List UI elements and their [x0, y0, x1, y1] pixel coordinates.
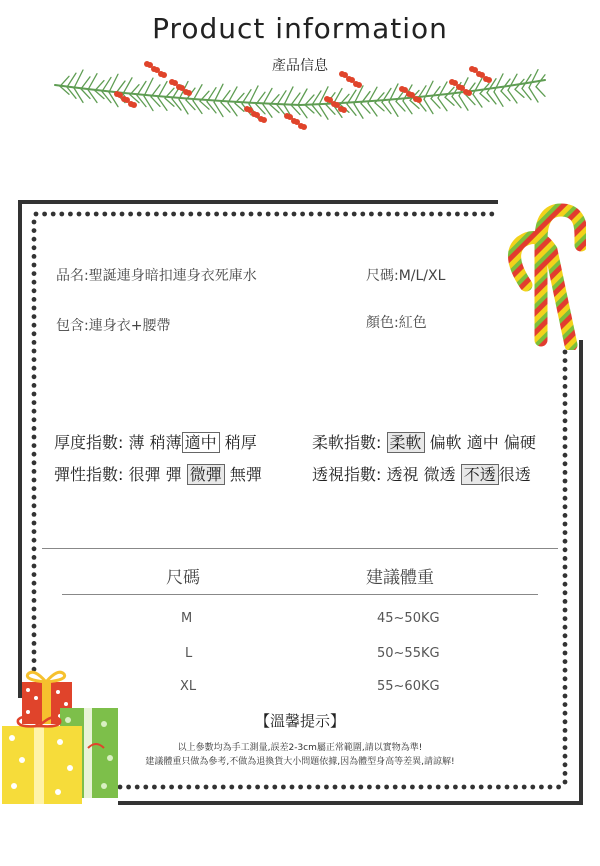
frame-dot	[145, 212, 150, 217]
table-cell-size: XL	[180, 679, 197, 694]
frame-dot	[32, 521, 37, 526]
frame-dot	[505, 785, 510, 790]
frame-dot	[266, 212, 271, 217]
frame-dot	[32, 469, 37, 474]
frame-dot	[472, 212, 477, 217]
frame-dot	[563, 479, 568, 484]
frame-dot	[563, 556, 568, 561]
frame-dot	[42, 212, 47, 217]
frame-dot	[563, 539, 568, 544]
frame-dot	[238, 785, 243, 790]
frame-dot	[163, 212, 168, 217]
softness-option: 偏軟	[429, 433, 462, 452]
frame-dot	[343, 212, 348, 217]
page-title: Product information	[152, 12, 448, 45]
frame-dot	[32, 546, 37, 551]
table-cell-weight: 50~55KG	[377, 646, 440, 661]
frame-dot	[32, 263, 37, 268]
frame-dot	[249, 212, 254, 217]
frame-dot	[419, 785, 424, 790]
frame-dot	[563, 513, 568, 518]
frame-dot	[34, 212, 39, 217]
frame-dot	[120, 212, 125, 217]
frame-dot	[315, 785, 320, 790]
frame-dot	[32, 632, 37, 637]
frame-dot	[563, 384, 568, 389]
frame-dot	[563, 676, 568, 681]
frame-dot	[539, 785, 544, 790]
frame-dot	[178, 785, 183, 790]
frame-dot	[563, 530, 568, 535]
frame-dot	[563, 608, 568, 613]
transparency-index	[312, 462, 531, 485]
frame-dot	[563, 496, 568, 501]
frame-dot	[369, 212, 374, 217]
frame-dot	[68, 212, 73, 217]
table-cell-weight: 45~50KG	[377, 611, 440, 626]
frame-dot	[563, 573, 568, 578]
frame-dot	[247, 785, 252, 790]
frame-dot	[563, 685, 568, 690]
frame-bottom-border	[118, 801, 583, 805]
frame-dot	[563, 436, 568, 441]
frame-dot	[309, 212, 314, 217]
frame-dot	[154, 212, 159, 217]
frame-dot	[32, 237, 37, 242]
frame-dot	[32, 409, 37, 414]
frame-dot	[455, 212, 460, 217]
frame-dot	[395, 212, 400, 217]
frame-dot	[137, 212, 142, 217]
frame-dot	[393, 785, 398, 790]
frame-dot	[214, 212, 219, 217]
frame-dot	[204, 785, 209, 790]
frame-dot	[563, 633, 568, 638]
frame-dot	[221, 785, 226, 790]
frame-dot	[32, 650, 37, 655]
elasticity-option: 彈	[165, 465, 182, 484]
frame-dot	[290, 785, 295, 790]
frame-dot	[412, 212, 417, 217]
frame-dot	[307, 785, 312, 790]
frame-dot	[563, 487, 568, 492]
frame-dot	[563, 470, 568, 475]
frame-dot	[317, 212, 322, 217]
frame-dot	[85, 212, 90, 217]
frame-dot	[360, 212, 365, 217]
transparency-option: 微透	[423, 465, 456, 484]
frame-dot	[496, 785, 501, 790]
page-subtitle: 產品信息	[272, 58, 328, 74]
frame-dot	[32, 486, 37, 491]
frame-dot	[513, 785, 518, 790]
frame-dot	[421, 212, 426, 217]
frame-dot	[32, 349, 37, 354]
frame-dot	[240, 212, 245, 217]
frame-dot	[32, 314, 37, 319]
elasticity-index	[54, 462, 262, 485]
softness-index	[312, 430, 536, 453]
frame-dot	[32, 589, 37, 594]
frame-dot	[350, 785, 355, 790]
frame-dot	[563, 410, 568, 415]
frame-dot	[453, 785, 458, 790]
frame-dot	[32, 331, 37, 336]
frame-dot	[229, 785, 234, 790]
frame-dot	[32, 254, 37, 259]
frame-dot	[257, 212, 262, 217]
tips-line-2: 建議體重只做為參考,不做為退換貨大小問題依據,因為體型身高等差異,請諒解!	[145, 757, 455, 767]
transparency-label: 透視指數:	[312, 465, 382, 484]
frame-dot	[556, 785, 561, 790]
frame-dot	[51, 212, 56, 217]
frame-dot	[77, 212, 82, 217]
thickness-label: 厚度指數:	[54, 433, 124, 452]
transparency-option-selected: 不透	[461, 464, 499, 485]
frame-dot	[358, 785, 363, 790]
frame-dot	[195, 785, 200, 790]
frame-dot	[274, 212, 279, 217]
frame-dot	[272, 785, 277, 790]
frame-dot	[563, 582, 568, 587]
frame-dot	[563, 393, 568, 398]
frame-dot	[403, 212, 408, 217]
frame-dot	[32, 271, 37, 276]
frame-dot	[102, 212, 107, 217]
table-cell-size: M	[181, 611, 193, 626]
frame-dot	[197, 212, 202, 217]
frame-dot	[32, 306, 37, 311]
frame-dot	[563, 702, 568, 707]
frame-dot	[292, 212, 297, 217]
frame-dot	[32, 280, 37, 285]
frame-dot	[444, 785, 449, 790]
frame-dot	[446, 212, 451, 217]
frame-dot	[563, 694, 568, 699]
frame-dot	[563, 780, 568, 785]
product-includes: 包含:連身衣+腰帶	[56, 318, 171, 334]
frame-dot	[32, 512, 37, 517]
table-top-rule	[42, 548, 558, 549]
frame-dot	[479, 785, 484, 790]
frame-dot	[32, 417, 37, 422]
frame-dot	[410, 785, 415, 790]
frame-dot	[161, 785, 166, 790]
frame-dot	[223, 212, 228, 217]
thickness-option-selected: 適中	[182, 432, 220, 453]
thickness-option: 稍薄	[149, 433, 182, 452]
frame-dot	[32, 435, 37, 440]
frame-dot	[32, 426, 37, 431]
frame-dot	[32, 555, 37, 560]
frame-dot	[563, 565, 568, 570]
frame-dot	[32, 503, 37, 508]
frame-dot	[281, 785, 286, 790]
frame-dot	[188, 212, 193, 217]
frame-dot	[32, 624, 37, 629]
frame-dot	[264, 785, 269, 790]
frame-dot	[429, 212, 434, 217]
frame-dot	[32, 452, 37, 457]
tips-line-1: 以上參數均為手工測量,誤差2-3cm屬正常範圍,請以實物為準!	[177, 743, 423, 753]
softness-label: 柔軟指數:	[312, 433, 382, 452]
frame-dot	[436, 785, 441, 790]
frame-dot	[563, 659, 568, 664]
frame-dot	[152, 785, 157, 790]
frame-dot	[283, 212, 288, 217]
frame-dot	[563, 590, 568, 595]
frame-dot	[32, 460, 37, 465]
frame-dot	[32, 228, 37, 233]
frame-dot	[384, 785, 389, 790]
frame-dot	[563, 504, 568, 509]
frame-dot	[563, 444, 568, 449]
frame-dot	[212, 785, 217, 790]
frame-dot	[206, 212, 211, 217]
product-name: 品名:聖誕連身暗扣連身衣死庫水	[56, 268, 257, 284]
gift-boxes-icon	[0, 668, 130, 808]
frame-dot	[32, 495, 37, 500]
frame-dot	[32, 572, 37, 577]
frame-dot	[333, 785, 338, 790]
product-color: 顏色:紅色	[366, 315, 427, 331]
frame-dot	[563, 367, 568, 372]
frame-dot	[563, 547, 568, 552]
frame-dot	[352, 212, 357, 217]
elasticity-label: 彈性指數:	[54, 465, 124, 484]
frame-dot	[341, 785, 346, 790]
frame-dot	[378, 212, 383, 217]
frame-dot	[563, 522, 568, 527]
frame-dot	[32, 564, 37, 569]
frame-dot	[563, 453, 568, 458]
frame-dot	[386, 212, 391, 217]
frame-dot	[487, 785, 492, 790]
frame-dot	[32, 374, 37, 379]
frame-dot	[59, 212, 64, 217]
elasticity-option: 很彈	[128, 465, 161, 484]
frame-dot	[563, 418, 568, 423]
size-column-header: 尺碼	[166, 568, 200, 588]
frame-dot	[563, 771, 568, 776]
frame-dot	[32, 357, 37, 362]
softness-option-selected: 柔軟	[387, 432, 425, 453]
frame-dot	[438, 212, 443, 217]
frame-dot	[563, 350, 568, 355]
frame-left-border	[18, 200, 22, 698]
frame-dot	[401, 785, 406, 790]
frame-dot	[563, 358, 568, 363]
frame-dot	[32, 478, 37, 483]
frame-dot	[231, 212, 236, 217]
frame-dot	[300, 212, 305, 217]
frame-dot	[298, 785, 303, 790]
frame-dot	[563, 375, 568, 380]
frame-dot	[32, 366, 37, 371]
tips-title: 【溫馨提示】	[254, 712, 345, 730]
frame-dot	[32, 615, 37, 620]
frame-dot	[563, 599, 568, 604]
frame-dot	[32, 297, 37, 302]
frame-dot	[563, 642, 568, 647]
frame-dot	[530, 785, 535, 790]
frame-dot	[563, 668, 568, 673]
thickness-option: 薄	[128, 433, 145, 452]
frame-dot	[255, 785, 260, 790]
frame-dot	[111, 212, 116, 217]
transparency-option: 透視	[386, 465, 419, 484]
frame-dot	[563, 401, 568, 406]
frame-dot	[32, 443, 37, 448]
frame-top-border	[18, 200, 498, 204]
frame-dot	[563, 625, 568, 630]
frame-dot	[32, 400, 37, 405]
frame-dot	[94, 212, 99, 217]
frame-dot	[32, 288, 37, 293]
frame-dot	[32, 220, 37, 225]
frame-dot	[32, 245, 37, 250]
frame-dot	[324, 785, 329, 790]
table-header-rule	[62, 594, 538, 595]
thickness-index	[54, 430, 257, 453]
frame-dot	[32, 383, 37, 388]
frame-dot	[548, 785, 553, 790]
frame-dot	[32, 598, 37, 603]
frame-dot	[427, 785, 432, 790]
frame-right-border	[579, 340, 583, 805]
frame-dot	[32, 392, 37, 397]
frame-dot	[128, 212, 133, 217]
frame-dot	[563, 427, 568, 432]
frame-dot	[563, 616, 568, 621]
frame-dot	[135, 785, 140, 790]
frame-dot	[367, 785, 372, 790]
frame-dot	[376, 785, 381, 790]
frame-dot	[326, 212, 331, 217]
table-cell-size: L	[185, 646, 193, 661]
frame-dot	[32, 581, 37, 586]
frame-dot	[522, 785, 527, 790]
frame-dot	[186, 785, 191, 790]
table-cell-weight: 55~60KG	[377, 679, 440, 694]
softness-option: 偏硬	[503, 433, 536, 452]
frame-dot	[32, 607, 37, 612]
softness-option: 適中	[466, 433, 499, 452]
frame-dot	[171, 212, 176, 217]
frame-dot	[32, 658, 37, 663]
frame-dot	[481, 212, 486, 217]
elasticity-option: 無彈	[229, 465, 262, 484]
candy-cane-icon	[486, 200, 586, 350]
frame-dot	[464, 212, 469, 217]
thickness-option: 稍厚	[224, 433, 257, 452]
transparency-option: 很透	[498, 465, 531, 484]
frame-dot	[32, 323, 37, 328]
frame-dot	[32, 340, 37, 345]
frame-dot	[563, 461, 568, 466]
frame-dot	[32, 641, 37, 646]
frame-dot	[563, 651, 568, 656]
frame-dot	[470, 785, 475, 790]
frame-dot	[462, 785, 467, 790]
frame-dot	[32, 538, 37, 543]
product-size: 尺碼:M/L/XL	[366, 268, 446, 284]
weight-column-header: 建議體重	[366, 568, 434, 588]
frame-dot	[32, 529, 37, 534]
frame-dot	[143, 785, 148, 790]
pine-garland-decoration	[50, 60, 550, 140]
frame-dot	[180, 212, 185, 217]
frame-dot	[335, 212, 340, 217]
elasticity-option-selected: 微彈	[187, 464, 225, 485]
frame-dot	[169, 785, 174, 790]
